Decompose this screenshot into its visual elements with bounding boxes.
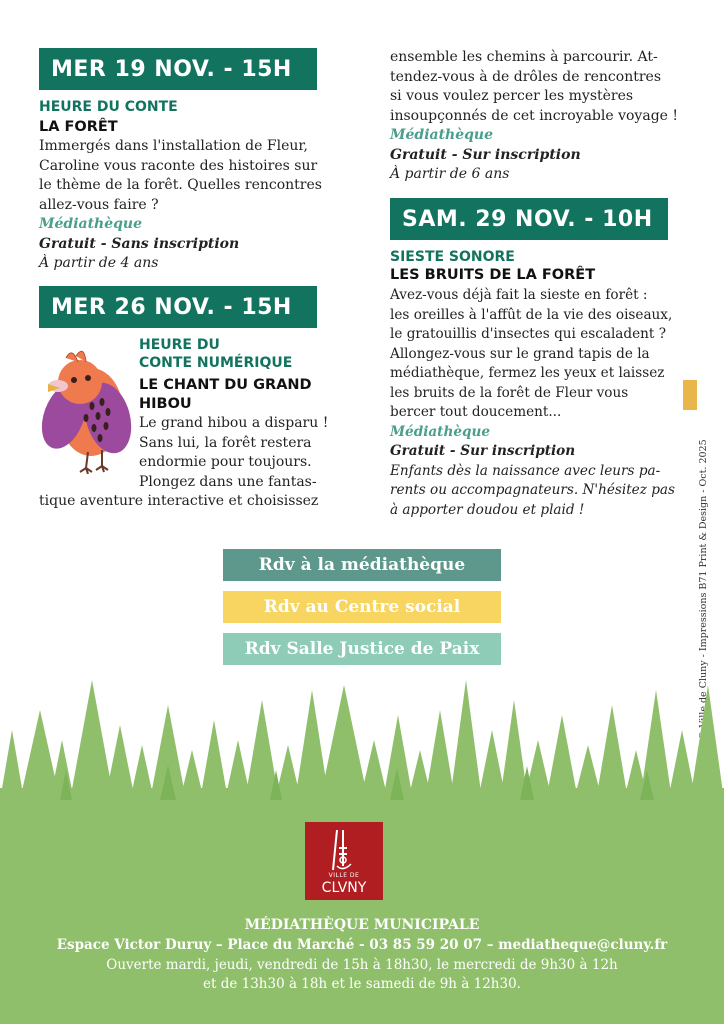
- event-3-place: Médiathèque: [390, 423, 491, 440]
- event-2-price: Gratuit - Sur inscription: [390, 146, 581, 163]
- event-3-age-1: Enfants dès la naissance avec leurs pa-: [390, 462, 661, 479]
- event-2-category: HEURE DU CONTE NUMÉRIQUE: [139, 337, 293, 371]
- event-3-date-banner: SAM. 29 NOV. - 10H: [390, 198, 668, 240]
- legend-centre-social: Rdv au Centre social: [223, 591, 501, 623]
- footer-org: MÉDIATHÈQUE MUNICIPALE: [244, 917, 480, 933]
- event-1-age: À partir de 4 ans: [39, 255, 159, 271]
- event-1-price: Gratuit - Sans inscription: [39, 235, 240, 252]
- event-1-date-banner: MER 19 NOV. - 15H: [39, 48, 317, 90]
- event-2-place: Médiathèque: [390, 127, 494, 143]
- logo-subtitle: VILLE DE: [328, 872, 360, 879]
- key-emblem-icon: [327, 826, 361, 872]
- event-2-age: À partir de 6 ans: [390, 166, 510, 182]
- footer-hours-2: et de 13h30 à 18h et le samedi de 9h à 12h30.: [203, 976, 521, 992]
- event-1-title: LA FORÊT: [39, 119, 118, 135]
- event-2-description-continued: ensemble les chemins à parcourir. At- tendez-vous à de drôles de rencontres si vous voulez percer les mystères insoupçonnés de cet incroyable voyage ! Médiathèque Gratuit - Sur inscription À partir de 6 ans: [390, 48, 678, 185]
- legend-mediatheque: Rdv à la médiathèque: [223, 549, 501, 581]
- event-2-date-banner: MER 26 NOV. - 15H: [39, 286, 317, 328]
- event-3-title: LES BRUITS DE LA FORÊT: [390, 267, 596, 283]
- logo-name: CLVNY: [321, 880, 367, 896]
- event-2-description-full: tique aventure interactive et choisissez: [39, 493, 319, 509]
- event-1-place: Médiathèque: [39, 216, 143, 232]
- footer-hours-1: Ouverte mardi, jeudi, vendredi de 15h à 18h30, le mercredi de 9h30 à 12h: [106, 957, 618, 973]
- legend-salle-justice: Rdv Salle Justice de Paix: [223, 633, 501, 665]
- event-3-price: Gratuit - Sur inscription: [390, 443, 576, 459]
- footer-address: Espace Victor Duruy – Place du Marché - 03 85 59 20 07 – mediatheque@cluny.fr: [56, 937, 668, 953]
- event-2-description: Le grand hibou a disparu ! Sans lui, la forêt restera endormie pour toujours. Plongez dans une fantas-: [139, 415, 329, 490]
- event-1-category: HEURE DU CONTE: [39, 99, 178, 115]
- cluny-logo: [305, 822, 383, 900]
- owl-illustration: [36, 344, 132, 474]
- event-3-category: SIESTE SONORE: [390, 249, 515, 265]
- event-3-age-2: rents ou accompagnateurs. N'hésitez pas: [390, 482, 675, 498]
- event-2-title: LE CHANT DU GRAND HIBOU: [139, 377, 312, 412]
- event-1-description: Immergés dans l'installation de Fleur, Caroline vous raconte des histoires sur le thème de la forêt. Quelles rencontres allez-vous faire ? Médiathèque Gratuit - Sans inscription À partir de 4 ans: [39, 137, 322, 274]
- event-3-age-3: à apporter doudou et plaid !: [390, 501, 585, 518]
- credit-vertical: © Ville de Cluny - Impressions B71 Print & Design - Oct. 2025: [698, 439, 709, 740]
- event-3-description: Avez-vous déjà fait la sieste en forêt : les oreilles à l'affût de la vie des oiseaux, le gratouillis d'insectes qui escaladent ? Allongez-vous sur le grand tapis de la médiathèque, fermez les yeux et laissez les bruits de la forêt de Fleur vous bercer tout doucement... Médiathèque Gratuit - Sur inscription Enfants dès la naissance avec leurs pa- rents ou accompagnateurs. N'hésitez pas à apporter doudou et plaid !: [390, 286, 675, 520]
